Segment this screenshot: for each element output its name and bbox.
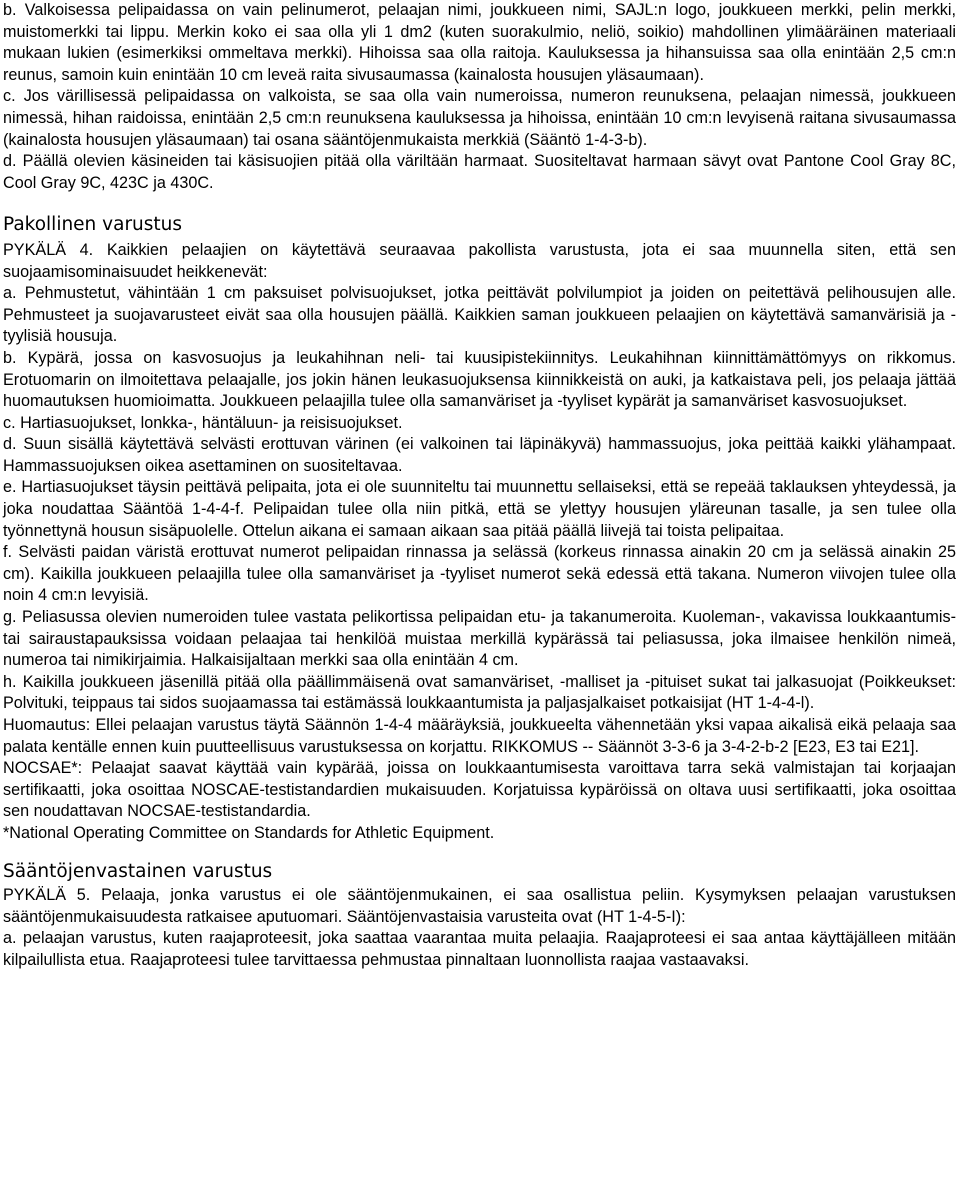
nocsae-paragraph: NOCSAE*: Pelaajat saavat käyttää vain kypärää, joissa on loukkaantumisesta varoittava tarra sekä valmistajan tai korjaajan sertifikaatti, joka osoittaa NOSCAE-testistandardien mukaisuuden. Korjatuissa kypäröissä on oltava uusi sertifikaatti, joka osoittaa sen noudattavan NOCSAE-testistandardia. [3, 759, 956, 821]
list-item-b: b. Kypärä, jossa on kasvosuojus ja leukahihnan neli- tai kuusipistekiinnitys. Leukahihnan kiinnittämättömyys on rikkomus. Erotuomarin on ilmoitettava pelaajalle, jos jokin hänen leukasuojuksensa kiinnikkeistä on auki, ja katkaistava peli, jos pelaaja jättää huomautuksen huomioimatta. Joukkueen pelaajilla tulee olla samanväriset ja -tyyliset kypärät ja samanväriset kasvosuojukset. [3, 348, 956, 411]
list-item-g: g. Peliasussa olevien numeroiden tulee vastata pelikortissa pelipaidan etu- ja takanumeroita. Kuoleman-, vakavissa loukkaantumis- tai sairaustapauksissa voidaan pelaajaa tai henkilöä muistaa merkillä kypärässä tai peliasussa, joka ilmaisee henkilön nimeä, numeroa tai nimikirjaimia. Halkaisijaltaan merkki saa olla enintään 4 cm. [3, 608, 956, 670]
footnote-paragraph: *National Operating Committee on Standards for Athletic Equipment. [3, 823, 495, 842]
section-heading-illegal-equipment: Sääntöjenvastainen varustus [3, 860, 273, 882]
note-paragraph: Huomautus: Ellei pelaajan varustus täytä Säännön 1-4-4 määräyksiä, joukkueelta vähennetään yksi vapaa aikalisä eikä pelaaja saa palata kentälle ennen kuin puutteellisuus varustuksessa on korjattu. RIKKOMUS -- Säännöt 3-3-6 ja 3-4-2-b-2 [E23, E3 tai E21]. [3, 716, 956, 756]
section-heading-mandatory-equipment: Pakollinen varustus [3, 214, 183, 236]
list-item-h: h. Kaikilla joukkueen jäsenillä pitää olla päällimmäisenä ovat samanväriset, -malliset ja -pituiset sukat tai jalkasuojat (Poikkeukset: Polvituki, teippaus tai sidos suojaamassa tai estämässä loukkaantumista ja paljasjalkaiset potkaisijat (HT 1-4-4-l). [3, 672, 956, 713]
rule-paragraph-c: c. Jos värillisessä pelipaidassa on valkoista, se saa olla vain numeroissa, numeron reunuksena, pelaajan nimessä, joukkueen nimessä, hihan raidoissa, enintään 2,5 cm:n reunuksena kauluksessa ja hihoissa, enintään 10 cm:n levyisenä raitana sivusaumassa (kainalosta housujen yläsaumaan) tai osana sääntöjenmukaista merkkiä (Sääntö 1-4-3-b). [3, 87, 956, 149]
section-intro-paragraph-2: PYKÄLÄ 5. Pelaaja, jonka varustus ei ole sääntöjenmukainen, ei saa osallistua peliin. Kysymyksen pelaajan varustuksen sääntöjenmukaisuudesta ratkaisee aputuomari. Sääntöjenvastaisia varusteita ovat (HT 1-4-5-I): [3, 886, 956, 926]
rule-paragraph-b: b. Valkoisessa pelipaidassa on vain pelinumerot, pelaajan nimi, joukkueen nimi, SAJL:n logo, joukkueen merkki, pelin merkki, muistomerkki tai lippu. Merkin koko ei saa olla yli 1 dm2 (kuten suorakulmio, neliö, soikio) mahdollinen ylimääräinen materiaali mukaan lukien (esimerkiksi ommeltava merkki). Hihoissa saa olla raitoja. Kauluksessa ja hihansuissa saa olla enintään 2,5 cm:n reunus, samoin kuin enintään 10 cm leveä raita sivusaumassa (kainalosta housujen yläsaumaan). [3, 1, 956, 84]
list-item-a-2: a. pelaajan varustus, kuten raajaproteesit, joka saattaa vaarantaa muita pelaajia. Raajaproteesi ei saa antaa käyttäjälleen mitään kilpailullista etua. Raajaproteesi tulee tarvittaessa pehmustaa pinnaltaan luonnollista raajaa vastaavaksi. [3, 929, 956, 969]
list-item-f: f. Selvästi paidan väristä erottuvat numerot pelipaidan rinnassa ja selässä (korkeus rinnassa ainakin 20 cm ja selässä ainakin 25 cm). Kaikilla joukkueen pelaajilla tulee olla samanväriset ja -tyyliset numerot sekä edessä että takana. Numeron viivojen tulee olla noin 4 cm:n levyisiä. [3, 543, 956, 605]
document-page [3, 0, 956, 972]
rule-paragraph-d: d. Päällä olevien käsineiden tai käsisuojien pitää olla väriltään harmaat. Suositeltavat harmaan sävyt ovat Pantone Cool Gray 8C, Cool Gray 9C, 423C ja 430C. [3, 152, 956, 192]
list-item-c: c. Hartiasuojukset, lonkka-, häntäluun- ja reisisuojukset. [3, 413, 403, 432]
list-item-a: a. Pehmustetut, vähintään 1 cm paksuiset polvisuojukset, jotka peittävät polvilumpiot ja joiden on peitettävä pelihousujen alle. Pehmusteet ja suojavarusteet eivät saa olla housujen päällä. Kaikkien saman joukkueen pelaajien on käytettävä samanvärisiä ja -tyylisiä housuja. [3, 284, 956, 346]
list-item-e: e. Hartiasuojukset täysin peittävä pelipaita, jota ei ole suunniteltu tai muunnettu sellaiseksi, että se repeää taklauksen yhteydessä, ja joka noudattaa Sääntöä 1-4-4-f. Pelipaidan tulee olla niin pitkä, että se ylettyy housujen yläreunan tasalle, ja sen tulee olla työnnettynä housun sisäpuolelle. Ottelun aikana ei samaan aikaan saa pitää päällä liivejä tai toista pelipaitaa. [3, 478, 956, 540]
list-item-d: d. Suun sisällä käytettävä selvästi erottuvan värinen (ei valkoinen tai läpinäkyvä) hammassuojus, joka peittää kaikki ylähampaat. Hammassuojuksen oikea asettaminen on suositeltavaa. [3, 435, 956, 475]
section-intro-paragraph: PYKÄLÄ 4. Kaikkien pelaajien on käytettävä seuraavaa pakollista varustusta, jota ei saa muunnella siten, että sen suojaamisominaisuudet heikkenevät: [3, 240, 956, 281]
